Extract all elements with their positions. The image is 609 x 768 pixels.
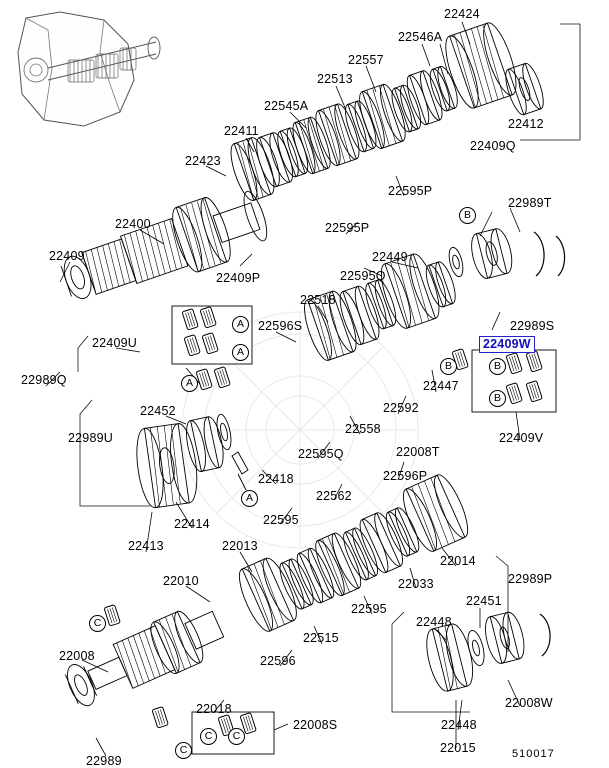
part-label-22451[interactable]: 22451 bbox=[466, 594, 502, 608]
part-label-22424[interactable]: 22424 bbox=[444, 7, 480, 21]
part-label-22409W-highlighted[interactable]: 22409W bbox=[479, 336, 535, 353]
part-label-22033[interactable]: 22033 bbox=[398, 577, 434, 591]
callout-bubble-a[interactable]: A bbox=[232, 316, 249, 333]
part-label-22596P[interactable]: 22596P bbox=[383, 469, 428, 483]
part-label-22595Q-lower[interactable]: 22595Q bbox=[298, 447, 344, 461]
callout-bubble-c[interactable]: C bbox=[228, 728, 245, 745]
part-label-22008W[interactable]: 22008W bbox=[505, 696, 553, 710]
part-label-22596S[interactable]: 22596S bbox=[258, 319, 303, 333]
part-label-22008[interactable]: 22008 bbox=[59, 649, 95, 663]
part-label-22409P[interactable]: 22409P bbox=[216, 271, 261, 285]
part-label-22546A[interactable]: 22546A bbox=[398, 30, 443, 44]
part-label-22409V[interactable]: 22409V bbox=[499, 431, 544, 445]
part-label-22595P-upper[interactable]: 22595P bbox=[388, 184, 433, 198]
part-label-22562[interactable]: 22562 bbox=[316, 489, 352, 503]
part-label-22412[interactable]: 22412 bbox=[508, 117, 544, 131]
part-label-22452[interactable]: 22452 bbox=[140, 404, 176, 418]
part-label-22418[interactable]: 22418 bbox=[258, 472, 294, 486]
part-label-22014[interactable]: 22014 bbox=[440, 554, 476, 568]
part-label-22558[interactable]: 22558 bbox=[345, 422, 381, 436]
callout-bubble-c[interactable]: C bbox=[200, 728, 217, 745]
part-label-22513[interactable]: 22513 bbox=[317, 72, 353, 86]
part-label-22989P[interactable]: 22989P bbox=[508, 572, 553, 586]
part-label-22989Q[interactable]: 22989Q bbox=[21, 373, 67, 387]
part-label-22595Q-upper[interactable]: 22595Q bbox=[340, 269, 386, 283]
callout-bubble-b[interactable]: B bbox=[489, 390, 506, 407]
part-label-22518[interactable]: 22518 bbox=[300, 293, 336, 307]
callout-bubble-a[interactable]: A bbox=[241, 490, 258, 507]
part-label-22989[interactable]: 22989 bbox=[86, 754, 122, 768]
part-label-22013[interactable]: 22013 bbox=[222, 539, 258, 553]
part-label-22595-lower[interactable]: 22595 bbox=[351, 602, 387, 616]
part-label-22018[interactable]: 22018 bbox=[196, 702, 232, 716]
part-label-22989S[interactable]: 22989S bbox=[510, 319, 555, 333]
part-label-22448-lower[interactable]: 22448 bbox=[441, 718, 477, 732]
part-label-22447[interactable]: 22447 bbox=[423, 379, 459, 393]
callout-bubble-b[interactable]: B bbox=[459, 207, 476, 224]
callout-bubble-a[interactable]: A bbox=[181, 375, 198, 392]
callout-bubble-a[interactable]: A bbox=[232, 344, 249, 361]
part-label-22557[interactable]: 22557 bbox=[348, 53, 384, 67]
part-label-22413[interactable]: 22413 bbox=[128, 539, 164, 553]
part-label-22596[interactable]: 22596 bbox=[260, 654, 296, 668]
part-label-22545A[interactable]: 22545A bbox=[264, 99, 309, 113]
part-label-22989U[interactable]: 22989U bbox=[68, 431, 113, 445]
part-label-22449[interactable]: 22449 bbox=[372, 250, 408, 264]
callout-bubble-b[interactable]: B bbox=[440, 358, 457, 375]
part-label-22592[interactable]: 22592 bbox=[383, 401, 419, 415]
part-label-22448-upper[interactable]: 22448 bbox=[416, 615, 452, 629]
part-label-22515[interactable]: 22515 bbox=[303, 631, 339, 645]
part-label-22409U[interactable]: 22409U bbox=[92, 336, 137, 350]
part-label-22400[interactable]: 22400 bbox=[115, 217, 151, 231]
callout-bubble-c[interactable]: C bbox=[175, 742, 192, 759]
part-label-22008T[interactable]: 22008T bbox=[396, 445, 440, 459]
part-label-22015[interactable]: 22015 bbox=[440, 741, 476, 755]
drawing-number: 510017 bbox=[512, 748, 555, 760]
part-label-22595-upper[interactable]: 22595 bbox=[263, 513, 299, 527]
part-label-22008S[interactable]: 22008S bbox=[293, 718, 338, 732]
part-label-22595P-lower[interactable]: 22595P bbox=[325, 221, 370, 235]
part-label-22409[interactable]: 22409 bbox=[49, 249, 85, 263]
part-label-22411[interactable]: 22411 bbox=[224, 124, 259, 138]
part-label-22010[interactable]: 22010 bbox=[163, 574, 199, 588]
part-label-22409Q[interactable]: 22409Q bbox=[470, 139, 516, 153]
part-label-22423[interactable]: 22423 bbox=[185, 154, 221, 168]
callout-bubble-b[interactable]: B bbox=[489, 358, 506, 375]
part-label-22414[interactable]: 22414 bbox=[174, 517, 210, 531]
callout-bubble-c[interactable]: C bbox=[89, 615, 106, 632]
part-label-22989T[interactable]: 22989T bbox=[508, 196, 552, 210]
